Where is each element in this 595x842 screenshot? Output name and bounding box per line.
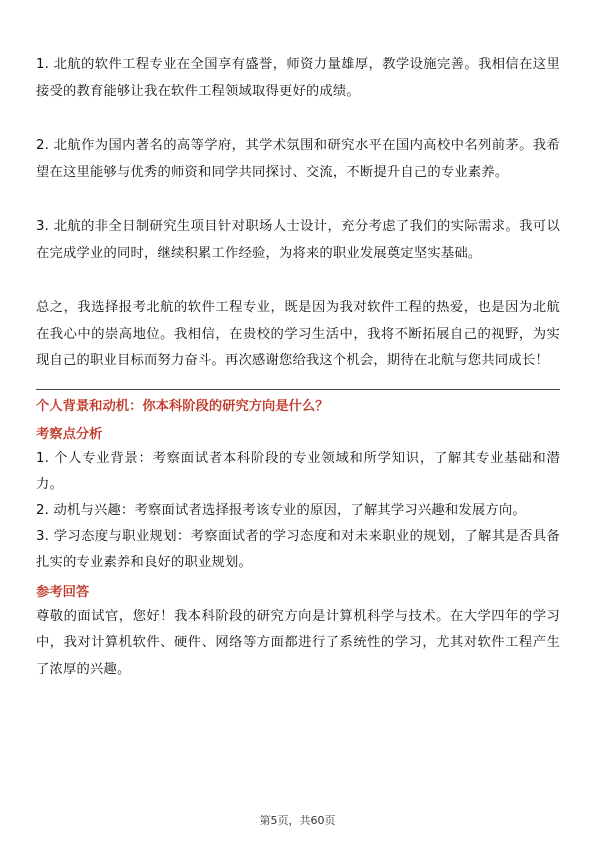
answer-heading: 参考回答 [36,584,90,600]
analysis-item-2: 2. 动机与兴趣：考察面试者选择报考该专业的原因，了解其学习兴趣和发展方向。 [36,502,526,518]
question-title: 个人背景和动机：你本科阶段的研究方向是什么？ [36,398,329,414]
paragraph-3: 3. 北航的非全日制研究生项目针对职场人士设计，充分考虑了我们的实际需求。我可以在完成学业的同时，继续积累工作经验，为将来的职业发展奠定坚实基础。 [36,219,560,261]
paragraph-conclusion: 总之，我选择报考北航的软件工程专业，既是因为我对软件工程的热爱，也是因为北航在我心中的崇高地位。我相信，在贵校的学习生活中，我将不断拓展自己的视野，为实现自己的职业目标而努力奋斗。再次感谢您给我这个机会，期待在北航与您共同成长！ [36,300,560,368]
analysis-item-3: 3. 学习态度与职业规划：考察面试者的学习态度和对未来职业的规划，了解其是否具备扎实的专业素养和良好的职业规划。 [36,528,560,570]
page-content [36,52,560,683]
analysis-item-1: 1. 个人专业背景：考察面试者本科阶段的专业领域和所学知识，了解其专业基础和潜力。 [36,450,560,492]
paragraph-1: 1. 北航的软件工程专业在全国享有盛誉，师资力量雄厚，教学设施完善。我相信在这里接受的教育能够让我在软件工程领域取得更好的成绩。 [36,57,560,99]
page-footer: 第5页，共60页 [259,814,336,827]
paragraph-2: 2. 北航作为国内著名的高等学府，其学术氛围和研究水平在国内高校中名列前茅。我希望在这里能够与优秀的师资和同学共同探讨、交流，不断提升自己的专业素养。 [36,138,560,180]
answer-text: 尊敬的面试官，您好！我本科阶段的研究方向是计算机科学与技术。在大学四年的学习中，我对计算机软件、硬件、网络等方面都进行了系统性的学习，尤其对软件工程产生了浓厚的兴趣。 [36,608,560,677]
section-divider [36,389,560,390]
analysis-heading: 考察点分析 [36,426,103,442]
